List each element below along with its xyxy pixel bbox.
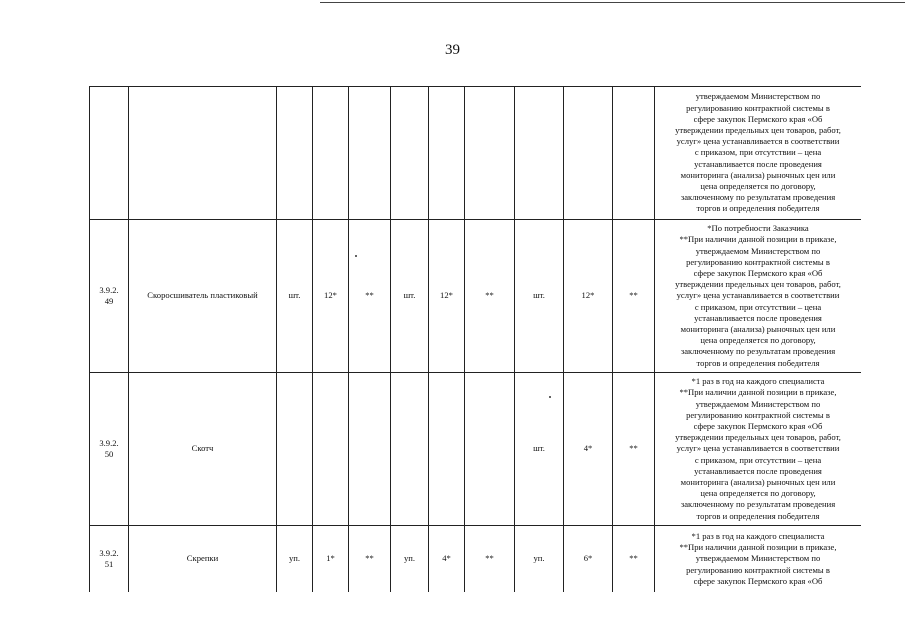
note-line: сфере закупок Пермского края «Об (693, 575, 823, 586)
note-line: заключенному по результатам проведения (680, 499, 836, 510)
note-line: утверждаемом Министерством по (695, 398, 821, 409)
note-line: услуг» цена устанавливается в соответствии (676, 290, 840, 301)
note-line: торгов и определения победителя (696, 510, 820, 521)
note-line: устанавливается после проведения (694, 465, 822, 476)
qty-cell: 12* (429, 220, 465, 373)
table-row (90, 220, 862, 373)
item-code: 3.9.2. 50 (90, 373, 129, 526)
note-line: мониторинга (анализа) рыночных цен или (680, 324, 836, 334)
unit-cell: уп. (277, 526, 313, 593)
unit-cell: уп. (515, 526, 564, 593)
price-cell: ** (349, 526, 391, 593)
note-line: услуг» цена устанавливается в соответствии (676, 136, 840, 147)
price-cell: ** (613, 526, 655, 593)
qty-cell: 4* (564, 373, 613, 526)
scan-speck (549, 396, 551, 398)
price-cell: ** (613, 373, 655, 526)
unit-cell: шт. (515, 373, 564, 526)
price-cell: ** (465, 526, 515, 593)
note-line: сфере закупок Пермского края «Об (693, 113, 823, 124)
note-line: регулированию контрактной системы в (686, 102, 830, 113)
note-line: утверждении предельных цен товаров, работ, (675, 432, 841, 443)
qty-cell (429, 87, 465, 220)
note-line: заключенному по результатам проведения (680, 192, 836, 203)
note-line: мониторинга (анализа) рыночных цен или (680, 477, 836, 487)
note-line: **При наличии данной позиции в приказе, (679, 542, 837, 553)
price-cell: ** (613, 220, 655, 373)
price-cell (465, 87, 515, 220)
note-line: утверждаемом Министерством по (695, 245, 821, 256)
price-cell (349, 373, 391, 526)
unit-cell (515, 87, 564, 220)
qty-cell: 12* (564, 220, 613, 373)
note-line: устанавливается после проведения (694, 158, 822, 169)
table-row (90, 87, 862, 220)
note-line: регулированию контрактной системы в (686, 256, 830, 267)
item-name: Скрепки (129, 526, 277, 593)
qty-cell: 1* (313, 526, 349, 593)
unit-cell: шт. (391, 220, 429, 373)
note-line: торгов и определения победителя (696, 203, 820, 214)
scan-speck (355, 255, 357, 257)
note-line: заключенному по результатам проведения (680, 346, 836, 357)
table-row (90, 373, 862, 526)
qty-cell: 6* (564, 526, 613, 593)
note-cell (655, 87, 862, 220)
price-cell: ** (349, 220, 391, 373)
note-cell (655, 526, 862, 593)
qty-cell: 12* (313, 220, 349, 373)
price-cell (613, 87, 655, 220)
unit-cell (391, 373, 429, 526)
note-line: с приказом, при отсутствии – цена (694, 147, 822, 158)
note-line: цена определяется по договору, (700, 335, 816, 346)
note-line: с приказом, при отсутствии – цена (694, 454, 822, 465)
unit-cell: уп. (391, 526, 429, 593)
note-line: сфере закупок Пермского края «Об (693, 420, 823, 431)
note-line: цена определяется по договору, (700, 181, 816, 191)
spec-table (89, 86, 861, 592)
note-line: утверждаемом Министерством по (695, 553, 821, 564)
unit-cell: шт. (515, 220, 564, 373)
qty-cell (313, 87, 349, 220)
item-code (90, 87, 129, 220)
note-line: с приказом, при отсутствии – цена (694, 301, 822, 312)
note-line: утверждении предельных цен товаров, работ, (675, 279, 841, 290)
unit-cell: шт. (277, 220, 313, 373)
note-line: *1 раз в год на каждого специалиста (691, 376, 825, 387)
unit-cell (391, 87, 429, 220)
price-cell (349, 87, 391, 220)
note-line: торгов и определения победителя (696, 357, 820, 368)
page-number: 39 (445, 42, 460, 58)
note-line: **При наличии данной позиции в приказе, (679, 234, 837, 245)
unit-cell (277, 87, 313, 220)
note-line: **При наличии данной позиции в приказе, (679, 387, 837, 398)
note-line: *По потребности Заказчика (707, 223, 809, 234)
price-cell: ** (465, 220, 515, 373)
note-line: устанавливается после проведения (694, 312, 822, 323)
note-cell (655, 373, 862, 526)
unit-cell (277, 373, 313, 526)
qty-cell (564, 87, 613, 220)
note-line: сфере закупок Пермского края «Об (693, 267, 823, 278)
note-line: утверждаемом Министерством по (695, 91, 821, 102)
note-cell (655, 220, 862, 373)
item-name: Скоросшиватель пластиковый (129, 220, 277, 373)
qty-cell: 4* (429, 526, 465, 593)
item-code: 3.9.2. 49 (90, 220, 129, 373)
note-line: утверждении предельных цен товаров, работ, (675, 124, 841, 135)
table-body (90, 87, 862, 593)
qty-cell (313, 373, 349, 526)
table-wrap (89, 86, 861, 592)
table-row (90, 526, 862, 593)
qty-cell (429, 373, 465, 526)
note-line: цена определяется по договору, (700, 488, 816, 499)
top-rule (320, 2, 905, 3)
note-line: мониторинга (анализа) рыночных цен или (680, 169, 836, 180)
item-name (129, 87, 277, 220)
note-line: *1 раз в год на каждого специалиста (691, 530, 825, 541)
note-line: регулированию контрактной системы в (686, 409, 830, 420)
note-line: регулированию контрактной системы в (686, 564, 830, 575)
item-name: Скотч (129, 373, 277, 526)
price-cell (465, 373, 515, 526)
item-code: 3.9.2. 51 (90, 526, 129, 593)
note-line: услуг» цена устанавливается в соответствии (676, 443, 840, 454)
